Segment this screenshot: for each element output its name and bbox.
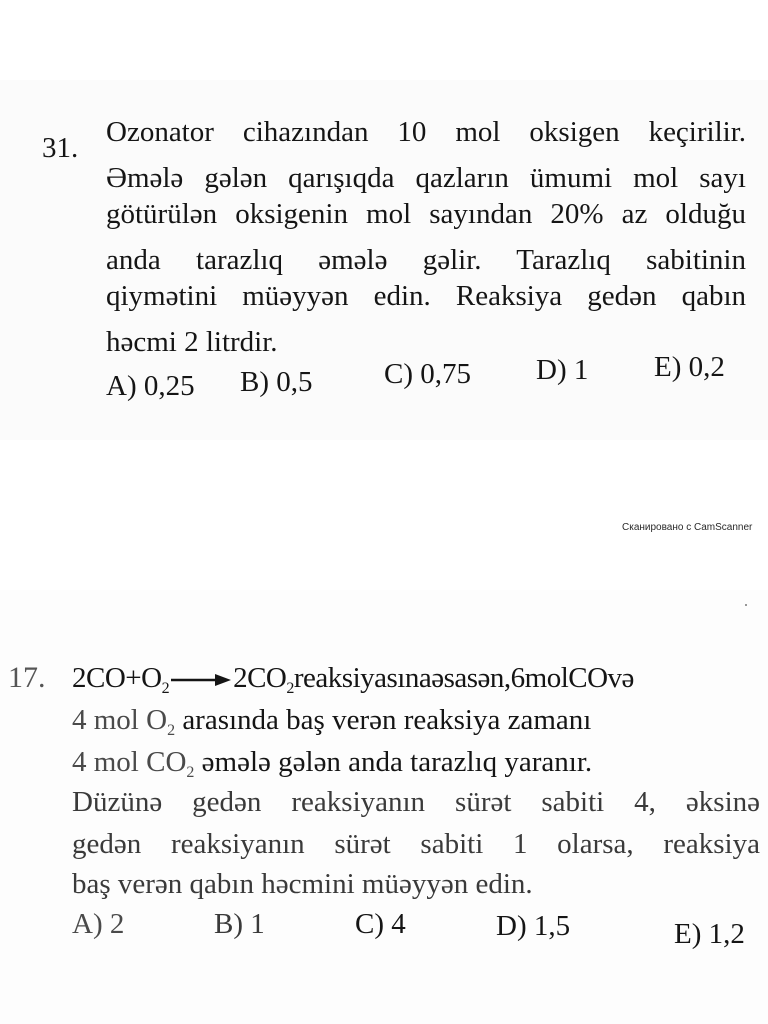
question-31-option-c: C) 0,75 xyxy=(384,358,471,390)
page-gap xyxy=(0,440,768,590)
question-17-equation-line xyxy=(72,658,760,698)
question-31-option-e: E) 0,2 xyxy=(654,351,725,383)
question-17-option-b: B) 1 xyxy=(214,908,265,940)
scan-speck xyxy=(745,604,747,606)
question-31-option-b: B) 0,5 xyxy=(240,366,313,398)
question-17-line-5: gedən reaksiyanın sürət sabiti 1 olarsa, reaksiya xyxy=(72,828,760,860)
equation-tail: reaksiyasınaəsasən,6molCOvə xyxy=(293,662,634,694)
question-17-line-3-end: əmələ gələn anda tarazlıq yaranır. xyxy=(194,746,593,778)
scan-top-margin xyxy=(0,0,768,80)
question-31-line-1: Ozonator cihazından 10 mol oksigen keçirilir. xyxy=(106,116,746,148)
question-31-option-d: D) 1 xyxy=(536,354,589,386)
question-17-option-d: D) 1,5 xyxy=(496,910,571,942)
question-31-line-3: götürülən oksigenin mol sayından 20% az olduğu xyxy=(106,198,746,230)
question-31-line-4: anda tarazlıq əmələ gəlir. Tarazlıq sabitinin xyxy=(106,244,746,276)
equation-reactant-subscript: 2 xyxy=(161,680,170,697)
question-17-line-2 xyxy=(72,700,760,740)
question-17-line-3-subscript: 2 xyxy=(186,764,195,781)
question-17-line-4: Düzünə gedən reaksiyanın sürət sabiti 4, əksinə xyxy=(72,786,760,818)
equation-product: 2CO xyxy=(233,662,287,694)
question-17-line-2-subscript: 2 xyxy=(167,722,176,739)
question-17-option-e: E) 1,2 xyxy=(674,918,745,950)
question-31-number: 31. xyxy=(42,132,79,164)
scanner-watermark: Сканировано с CamScanner xyxy=(622,522,753,533)
question-31-line-5: qiymətini müəyyən edin. Reaksiya gedən qabın xyxy=(106,280,746,312)
question-31-line-6: həcmi 2 litrdir. xyxy=(106,326,278,358)
equation-product-subscript: 2 xyxy=(286,680,294,697)
equation-reactants: 2CO+O xyxy=(72,662,162,694)
question-17-line-2-start: 4 mol O xyxy=(72,704,168,736)
question-31-option-a: A) 0,25 xyxy=(106,370,195,402)
reaction-arrow-icon xyxy=(171,670,231,690)
question-17-line-6: baş verən qabın həcmini müəyyən edin. xyxy=(72,868,533,900)
question-17-line-3-start: 4 mol CO xyxy=(72,746,187,778)
question-17-option-c: C) 4 xyxy=(355,908,406,940)
question-17-option-a: A) 2 xyxy=(72,908,125,940)
question-17-line-2-end: arasında baş verən reaksiya zamanı xyxy=(175,704,592,736)
question-17-number: 17. xyxy=(8,661,46,694)
question-31-line-2: Əmələ gələn qarışıqda qazların ümumi mol sayı xyxy=(106,162,746,194)
question-17-line-3 xyxy=(72,742,760,782)
